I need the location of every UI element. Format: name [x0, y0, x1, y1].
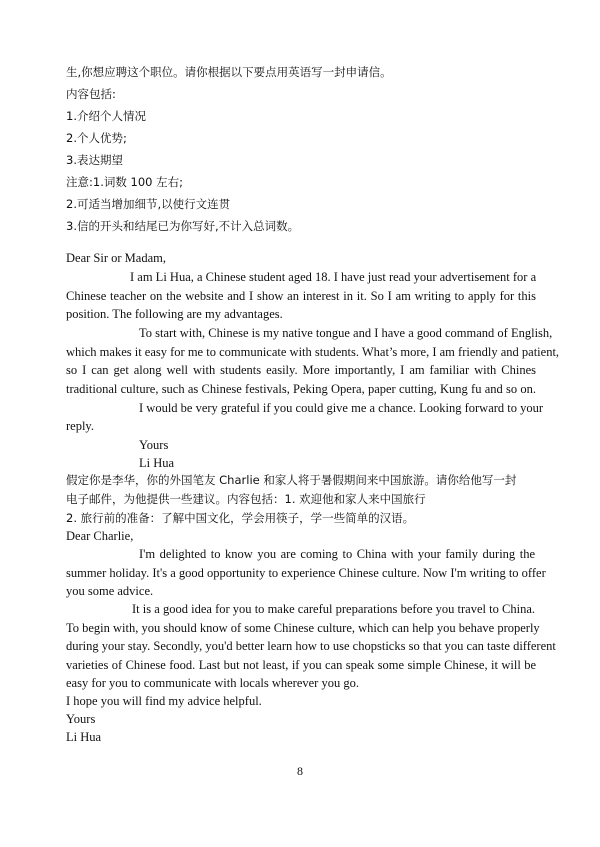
letter-line: traditional culture, such as Chinese festivals, Peking Opera, paper cutting, Kung fu and so on. — [66, 382, 536, 396]
email-line: I hope you will find my advice helpful. — [66, 694, 262, 708]
task1-prompt-line: 生,你想应聘这个职位。请你根据以下要点用英语写一封申请信。 — [66, 65, 392, 79]
letter-line: reply. — [66, 419, 94, 433]
email-line: during your stay. Secondly, you'd better learn how to use chopsticks so that you can taste different — [66, 639, 556, 653]
email-line: To begin with, you should know of some Chinese culture, which can help you behave properly — [66, 621, 540, 635]
task1-prompt-line: 3.表达期望 — [66, 153, 123, 167]
task2-prompt-line: 2. 旅行前的准备：了解中国文化，学会用筷子，学一些简单的汉语。 — [66, 511, 415, 525]
email-greeting: Dear Charlie, — [66, 529, 134, 543]
letter-line: so I can get along well with students easily. More importantly, I am familiar with Chines — [66, 363, 536, 377]
email-line: summer holiday. It's a good opportunity to experience Chinese culture. Now I'm writing to offer — [66, 566, 546, 580]
email-line: you some advice. — [66, 584, 154, 598]
task1-prompt-line: 注意:1.词数 100 左右; — [66, 175, 183, 189]
email-line: It is a good idea for you to make careful preparations before you travel to China. — [132, 602, 535, 616]
letter-line: Chinese teacher on the website and I show an interest in it. So I am writing to apply for this — [66, 289, 536, 303]
email-closing: Yours — [66, 712, 96, 726]
letter-line: position. The following are my advantages. — [66, 307, 283, 321]
email-line: varieties of Chinese food. Last but not least, if you can speak some simple Chinese, it will be — [66, 658, 536, 672]
email-line: I'm delighted to know you are coming to China with your family during the — [139, 547, 535, 561]
task1-prompt-line: 1.介绍个人情况 — [66, 109, 146, 123]
letter-closing: Yours — [139, 438, 169, 452]
letter-line: I am Li Hua, a Chinese student aged 18. I have just read your advertisement for a — [130, 270, 537, 284]
letter-line: I would be very grateful if you could give me a chance. Looking forward to your — [139, 401, 544, 415]
task2-prompt-line: 假定你是李华，你的外国笔友 Charlie 和家人将于暑假期间来中国旅游。请你给他写一封 — [66, 473, 517, 487]
letter-signature: Li Hua — [139, 456, 175, 470]
letter-line: To start with, Chinese is my native tongue and I have a good command of English, — [139, 326, 553, 340]
letter-greeting: Dear Sir or Madam, — [66, 251, 166, 265]
task1-prompt-line: 内容包括: — [66, 87, 116, 101]
email-signature: Li Hua — [66, 730, 102, 744]
letter-line: which makes it easy for me to communicate with students. What’s more, I am friendly and patient, — [66, 345, 560, 359]
task2-prompt-line: 电子邮件，为他提供一些建议。内容包括：1. 欢迎他和家人来中国旅行 — [66, 492, 426, 506]
email-line: easy for you to communicate with locals wherever you go. — [66, 676, 359, 690]
page-number: 8 — [297, 764, 303, 778]
task1-prompt-line: 2.个人优势; — [66, 131, 127, 145]
task1-prompt-line: 2.可适当增加细节,以使行文连贯 — [66, 197, 231, 211]
task1-prompt-line: 3.信的开头和结尾已为你写好,不计入总词数。 — [66, 219, 300, 233]
